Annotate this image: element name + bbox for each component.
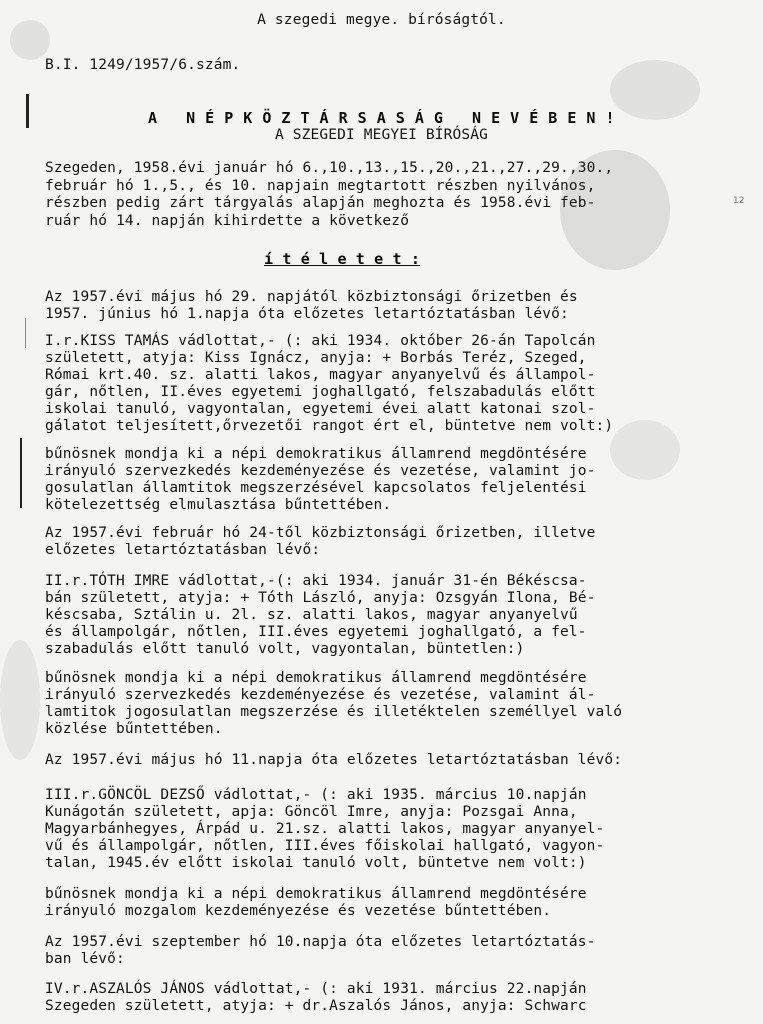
paragraph-line: előzetes letartóztatásban lévő: [45, 542, 321, 558]
defendant-1-line: született, atyja: Kiss Ignácz, anyja: + Borbás Teréz, Szeged, [45, 350, 587, 366]
verdict-line: bűnösnek mondja ki a népi demokratikus államrend megdöntésére [45, 670, 587, 686]
defendant-2-line: bán született, atyja: + Tóth László, anyja: Ozsgyán Ilona, Bé- [45, 590, 596, 606]
paragraph-line: Az 1957.évi február hó 24-től közbiztonsági őrizetben, illetve [45, 525, 596, 541]
defendant-3-line: Magyarbánhegyes, Árpád u. 21.sz. alatti lakos, magyar anyanyel- [45, 821, 605, 837]
defendant-3-line: vű és állampolgár, nőtlen, III.éves főiskolai hallgató, vagyon- [45, 838, 605, 854]
margin-note: 12 [733, 196, 745, 206]
scan-noise [10, 20, 50, 60]
defendant-2-line: II.r.TÓTH IMRE vádlottat,-(: aki 1934. január 31-én Békéscsa- [45, 573, 587, 589]
defendant-1-line: gár, nőtlen, II.éves egyetemi joghallgató, felszabadulás előtt [45, 384, 596, 400]
title-line-2: A SZEGEDI MEGYEI BÍRÓSÁG [274, 127, 489, 143]
paragraph-line: Az 1957.évi május hó 11.napja óta előzetes letartóztatásban lévő: [45, 752, 623, 768]
verdict-line: gosulatlan államtitok megszerzésével kapcsolatos feljelentési [45, 480, 587, 496]
title-line-1: A N É P K Ö Z T Á R S A S Á G N E V É B E N ! [147, 109, 615, 127]
defendant-2-line: szabadulás előtt tanuló volt, vagyontalan, büntetlen:) [45, 641, 525, 657]
verdict-heading: í t é l e t e t : [264, 250, 421, 268]
paragraph-line: ban lévő: [45, 951, 125, 967]
scan-noise [0, 640, 40, 760]
verdict-line: irányuló szervezkedés kezdeményezése és vezetése, valamint jo- [45, 463, 596, 479]
scan-noise [610, 60, 700, 120]
intro-line: Szegeden, 1958.évi január hó 6.,10.,13.,15.,20.,21.,27.,29.,30., [45, 160, 614, 176]
defendant-1-line: Római krt.40. sz. alatti lakos, magyar anyanyelvű és állampol- [45, 367, 596, 383]
paragraph-line: 1957. június hó 1.napja óta előzetes letartóztatásban lévő: [45, 306, 569, 322]
margin-mark [26, 94, 29, 128]
verdict-line: kötelezettség elmulasztása bűntettében. [45, 497, 392, 513]
intro-line: részben pedig zárt tárgyalás alapján meghozta és 1958.évi feb- [45, 195, 596, 211]
defendant-3-line: talan, 1945.év előtt iskolai tanuló volt, büntetve nem volt:) [45, 855, 587, 871]
verdict-line: közlése bűntettében. [45, 721, 223, 737]
defendant-4-line: IV.r.ASZALÓS JÁNOS vádlottat,- (: aki 1931. március 22.napján [45, 981, 587, 997]
verdict-line: irányuló mozgalom kezdeményezése és vezetése bűntettében. [45, 903, 552, 919]
paragraph-line: Az 1957.évi május hó 29. napjától közbiztonsági őrizetben és [45, 289, 578, 305]
scan-noise [560, 150, 670, 270]
defendant-3-line: III.r.GÖNCÖL DEZSŐ vádlottat,- (: aki 1935. március 10.napján [45, 787, 587, 803]
margin-mark [25, 318, 26, 348]
defendant-2-line: késcsaba, Sztálin u. 2l. sz. alatti lakos, magyar anyanyelvű [45, 607, 578, 623]
verdict-line: irányuló szervezkedés kezdeményezése és vezetése, valamint ál- [45, 687, 596, 703]
defendant-1-line: I.r.KISS TAMÁS vádlottat,- (: aki 1934. október 26-án Tapolcán [45, 333, 596, 349]
verdict-line: bűnösnek mondja ki a népi demokratikus államrend megdöntésére [45, 446, 587, 462]
scan-noise [610, 420, 680, 480]
defendant-1-line: iskolai tanuló, vagyontalan, egyetemi évei alatt katonai szol- [45, 401, 596, 417]
intro-line: ruár hó 14. napján kihirdette a következő [45, 213, 410, 229]
court-header: A szegedi megye. bíróságtól. [257, 12, 506, 28]
verdict-line: bűnösnek mondja ki a népi demokratikus államrend megdöntésére [45, 886, 587, 902]
defendant-2-line: és állampolgár, nőtlen, III.éves egyetemi joghallgató, a fel- [45, 624, 587, 640]
defendant-1-line: gálatot teljesített,őrvezetői rangot ért el, büntetve nem volt:) [45, 418, 614, 434]
verdict-line: lamtitok jogosulatlan megszerzése és illetéktelen személlyel való [45, 704, 623, 720]
paragraph-line: Az 1957.évi szeptember hó 10.napja óta előzetes letartóztatás- [45, 934, 596, 950]
case-number: B.I. 1249/1957/6.szám. [45, 57, 241, 73]
defendant-3-line: Kunágotán született, apja: Göncöl Imre, anyja: Pozsgai Anna, [45, 804, 578, 820]
margin-mark [20, 438, 22, 508]
intro-line: február hó 1.,5., és 10. napjain megtartott részben nyilvános, [45, 178, 596, 194]
defendant-4-line: Szegeden született, atyja: + dr.Aszalós János, anyja: Schwarc [45, 998, 587, 1014]
